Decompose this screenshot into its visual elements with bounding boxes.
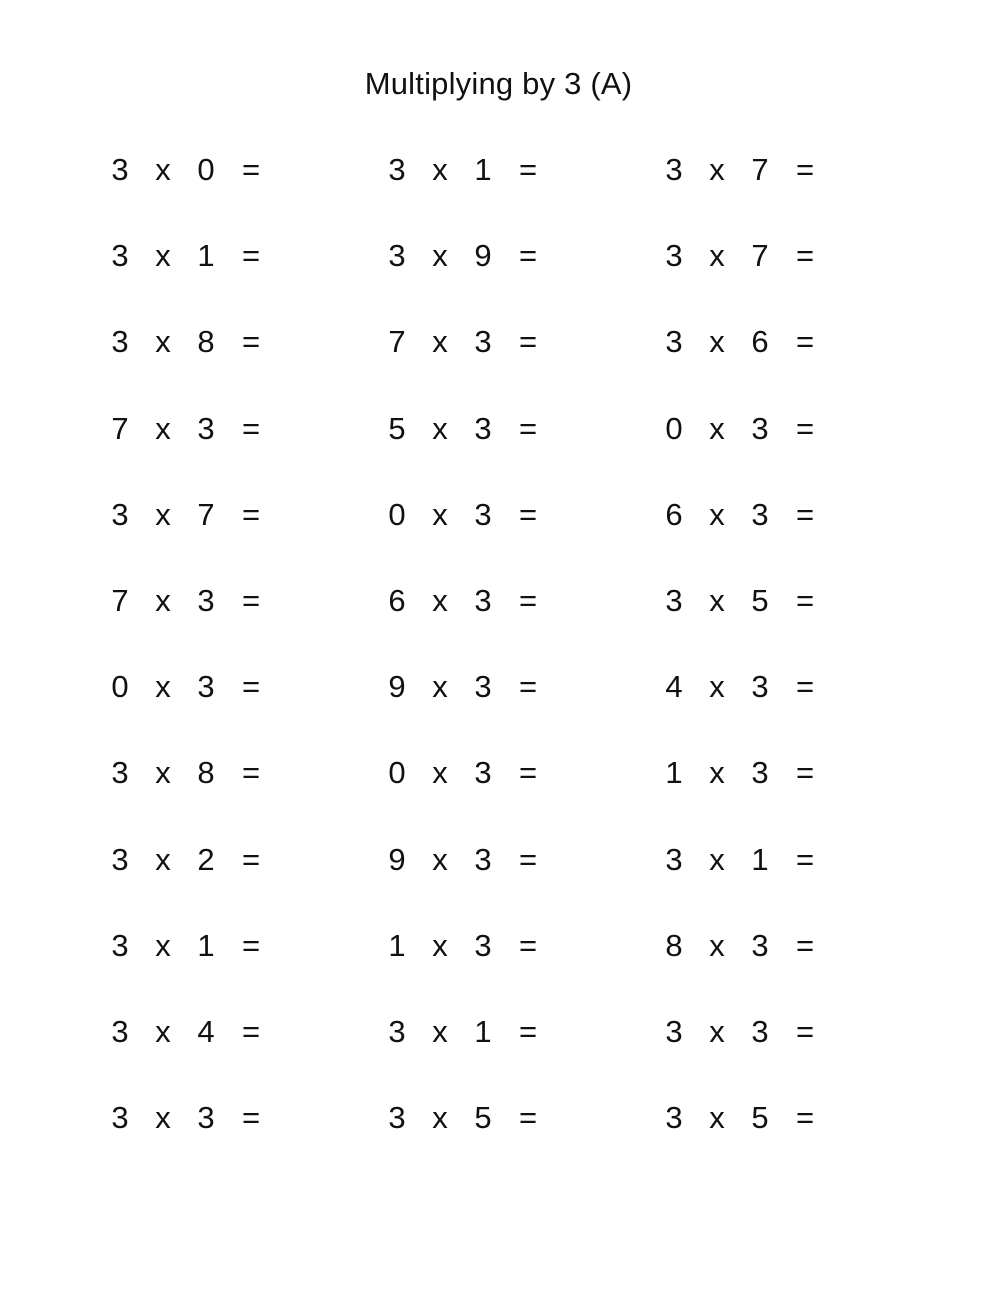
multiply-sign: x — [432, 324, 448, 360]
equals-sign: = — [518, 1014, 538, 1049]
multiply-sign: x — [155, 755, 171, 791]
equals-sign: = — [241, 841, 261, 877]
second-factor: 5 — [751, 1100, 769, 1136]
first-factor: 3 — [111, 1100, 129, 1136]
equals-sign: = — [795, 496, 815, 532]
equals-sign: = — [795, 927, 815, 963]
first-factor: 3 — [111, 152, 129, 187]
second-factor: 5 — [474, 1100, 492, 1136]
first-factor: 3 — [665, 238, 683, 274]
equals-sign: = — [241, 669, 261, 705]
multiply-sign: x — [709, 927, 725, 963]
first-factor: 9 — [388, 841, 406, 877]
multiply-sign: x — [432, 1014, 448, 1049]
second-factor: 3 — [751, 927, 769, 963]
first-factor: 3 — [111, 324, 129, 360]
multiply-sign: x — [432, 1100, 448, 1136]
equals-sign: = — [241, 152, 261, 187]
first-factor: 1 — [665, 755, 683, 791]
second-factor: 3 — [474, 496, 492, 532]
multiply-sign: x — [709, 841, 725, 877]
first-factor: 0 — [388, 496, 406, 532]
worksheet-title: Multiplying by 3 (A) — [364, 66, 633, 101]
second-factor: 1 — [197, 927, 215, 963]
first-factor: 8 — [665, 927, 683, 963]
second-factor: 1 — [474, 152, 492, 187]
multiply-sign: x — [432, 755, 448, 791]
equals-sign: = — [795, 152, 815, 187]
first-factor: 7 — [111, 410, 129, 446]
equals-sign: = — [795, 1014, 815, 1049]
second-factor: 0 — [197, 152, 215, 187]
multiply-sign: x — [709, 755, 725, 791]
equals-sign: = — [795, 324, 815, 360]
first-factor: 6 — [388, 583, 406, 618]
second-factor: 3 — [197, 669, 215, 705]
multiply-sign: x — [155, 1014, 171, 1049]
first-factor: 1 — [388, 927, 406, 963]
multiply-sign: x — [709, 238, 725, 274]
multiply-sign: x — [709, 583, 725, 618]
second-factor: 5 — [751, 583, 769, 618]
second-factor: 1 — [751, 841, 769, 877]
second-factor: 3 — [474, 841, 492, 877]
multiply-sign: x — [432, 927, 448, 963]
second-factor: 3 — [751, 496, 769, 532]
multiply-sign: x — [155, 1100, 171, 1136]
equals-sign: = — [241, 583, 261, 618]
second-factor: 3 — [474, 583, 492, 618]
equals-sign: = — [241, 238, 261, 274]
multiply-sign: x — [432, 410, 448, 446]
first-factor: 0 — [111, 669, 129, 705]
first-factor: 4 — [665, 669, 683, 705]
equals-sign: = — [241, 755, 261, 791]
second-factor: 4 — [197, 1014, 215, 1049]
second-factor: 7 — [197, 496, 215, 532]
first-factor: 3 — [111, 1014, 129, 1049]
first-factor: 3 — [665, 841, 683, 877]
multiply-sign: x — [709, 410, 725, 446]
multiply-sign: x — [432, 669, 448, 705]
equals-sign: = — [518, 755, 538, 791]
first-factor: 3 — [665, 1014, 683, 1049]
multiply-sign: x — [432, 496, 448, 532]
first-factor: 3 — [665, 1100, 683, 1136]
equals-sign: = — [518, 669, 538, 705]
first-factor: 9 — [388, 669, 406, 705]
first-factor: 7 — [111, 583, 129, 618]
second-factor: 3 — [751, 410, 769, 446]
multiply-sign: x — [432, 238, 448, 274]
first-factor: 3 — [388, 238, 406, 274]
second-factor: 6 — [751, 324, 769, 360]
multiply-sign: x — [709, 496, 725, 532]
second-factor: 3 — [751, 669, 769, 705]
equals-sign: = — [518, 324, 538, 360]
equals-sign: = — [241, 324, 261, 360]
second-factor: 3 — [197, 410, 215, 446]
equals-sign: = — [518, 841, 538, 877]
second-factor: 3 — [474, 410, 492, 446]
second-factor: 3 — [474, 324, 492, 360]
first-factor: 3 — [388, 152, 406, 187]
equals-sign: = — [518, 927, 538, 963]
multiply-sign: x — [709, 669, 725, 705]
first-factor: 3 — [388, 1100, 406, 1136]
equals-sign: = — [518, 583, 538, 618]
multiply-sign: x — [432, 841, 448, 877]
equals-sign: = — [795, 410, 815, 446]
equals-sign: = — [241, 410, 261, 446]
equals-sign: = — [241, 927, 261, 963]
equals-sign: = — [241, 1014, 261, 1049]
multiply-sign: x — [155, 583, 171, 618]
first-factor: 3 — [111, 927, 129, 963]
second-factor: 3 — [197, 1100, 215, 1136]
equals-sign: = — [518, 152, 538, 187]
first-factor: 3 — [111, 841, 129, 877]
second-factor: 9 — [474, 238, 492, 274]
second-factor: 3 — [474, 927, 492, 963]
second-factor: 7 — [751, 238, 769, 274]
first-factor: 6 — [665, 496, 683, 532]
multiply-sign: x — [155, 496, 171, 532]
equals-sign: = — [795, 755, 815, 791]
second-factor: 3 — [751, 755, 769, 791]
second-factor: 3 — [474, 755, 492, 791]
first-factor: 7 — [388, 324, 406, 360]
multiply-sign: x — [155, 152, 171, 187]
second-factor: 8 — [197, 755, 215, 791]
second-factor: 2 — [197, 841, 215, 877]
multiply-sign: x — [155, 410, 171, 446]
multiply-sign: x — [155, 669, 171, 705]
multiply-sign: x — [432, 583, 448, 618]
equals-sign: = — [518, 238, 538, 274]
first-factor: 3 — [665, 152, 683, 187]
equals-sign: = — [795, 238, 815, 274]
first-factor: 3 — [665, 583, 683, 618]
multiply-sign: x — [709, 1014, 725, 1049]
first-factor: 3 — [388, 1014, 406, 1049]
equals-sign: = — [795, 1100, 815, 1136]
multiply-sign: x — [709, 1100, 725, 1136]
equals-sign: = — [795, 841, 815, 877]
multiply-sign: x — [709, 152, 725, 187]
multiply-sign: x — [432, 152, 448, 187]
equals-sign: = — [795, 583, 815, 618]
multiply-sign: x — [155, 927, 171, 963]
second-factor: 1 — [197, 238, 215, 274]
equals-sign: = — [518, 410, 538, 446]
first-factor: 5 — [388, 410, 406, 446]
equals-sign: = — [518, 1100, 538, 1136]
multiply-sign: x — [709, 324, 725, 360]
second-factor: 8 — [197, 324, 215, 360]
first-factor: 3 — [111, 496, 129, 532]
second-factor: 3 — [197, 583, 215, 618]
second-factor: 7 — [751, 152, 769, 187]
equals-sign: = — [241, 1100, 261, 1136]
multiply-sign: x — [155, 324, 171, 360]
multiply-sign: x — [155, 841, 171, 877]
first-factor: 3 — [111, 238, 129, 274]
first-factor: 3 — [111, 755, 129, 791]
equals-sign: = — [241, 496, 261, 532]
second-factor: 3 — [751, 1014, 769, 1049]
first-factor: 3 — [665, 324, 683, 360]
first-factor: 0 — [665, 410, 683, 446]
second-factor: 3 — [474, 669, 492, 705]
equals-sign: = — [795, 669, 815, 705]
multiply-sign: x — [155, 238, 171, 274]
second-factor: 1 — [474, 1014, 492, 1049]
first-factor: 0 — [388, 755, 406, 791]
equals-sign: = — [518, 496, 538, 532]
